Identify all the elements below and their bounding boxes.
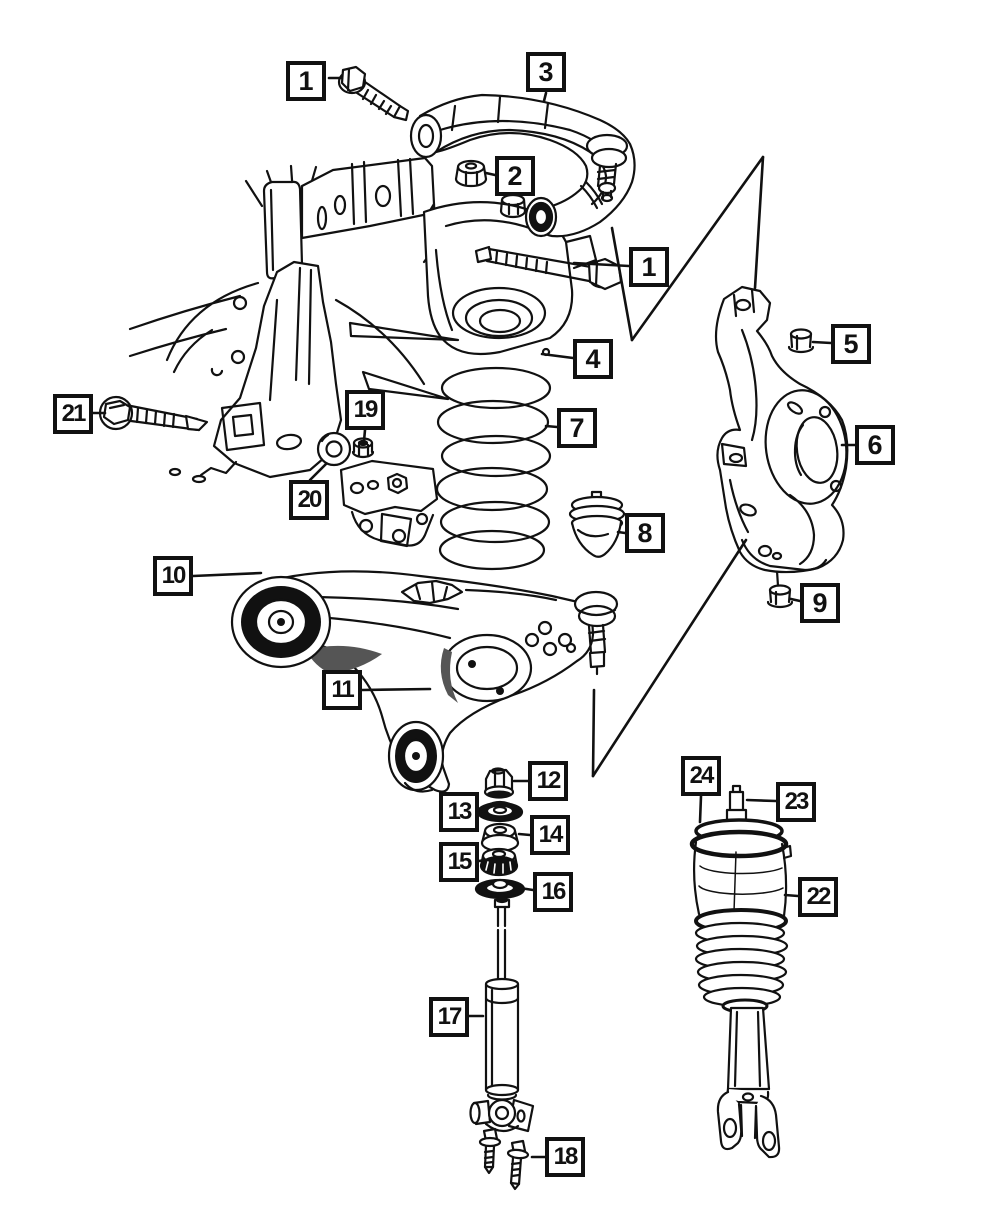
- callout-12[interactable]: 12: [528, 761, 568, 801]
- leader-line: [593, 690, 594, 776]
- bushing-grommet-drawing: [318, 433, 350, 465]
- strut-mount-stack-drawing: [476, 769, 524, 927]
- leader-line: [593, 540, 746, 776]
- leader-line: [193, 573, 261, 576]
- leader-line: [519, 834, 530, 835]
- coil-spring-drawing: [437, 368, 550, 569]
- callout-15[interactable]: 15: [439, 842, 479, 882]
- leader-line: [747, 800, 776, 801]
- callout-13[interactable]: 13: [439, 792, 479, 832]
- shock-absorber-drawing: [471, 930, 534, 1131]
- callout-14[interactable]: 14: [530, 815, 570, 855]
- callout-10[interactable]: 10: [153, 556, 193, 596]
- callout-6[interactable]: 6: [855, 425, 895, 465]
- leader-line: [486, 173, 495, 175]
- leader-line: [700, 796, 701, 822]
- leader-line: [479, 811, 484, 812]
- callout-18[interactable]: 18: [545, 1137, 585, 1177]
- callout-4[interactable]: 4: [573, 339, 613, 379]
- cap-nut-knuckle-top-drawing: [789, 330, 813, 353]
- callout-1[interactable]: 1: [286, 61, 326, 101]
- callout-20[interactable]: 20: [289, 480, 329, 520]
- air-spring-strut-drawing: [692, 786, 791, 1157]
- callout-1[interactable]: 1: [629, 247, 669, 287]
- leader-line: [479, 860, 485, 861]
- callout-16[interactable]: 16: [533, 872, 573, 912]
- jounce-bumper-drawing: [570, 492, 624, 557]
- leader-line: [755, 157, 763, 288]
- callout-9[interactable]: 9: [800, 583, 840, 623]
- callout-8[interactable]: 8: [625, 513, 665, 553]
- leader-line: [791, 599, 800, 601]
- callout-3[interactable]: 3: [526, 52, 566, 92]
- lower-control-arm-drawing: [232, 571, 617, 791]
- callout-11[interactable]: 11: [322, 670, 362, 710]
- callout-7[interactable]: 7: [557, 408, 597, 448]
- leader-line: [362, 689, 430, 690]
- callout-22[interactable]: 22: [798, 877, 838, 917]
- callout-2[interactable]: 2: [495, 156, 535, 196]
- callout-21[interactable]: 21: [53, 394, 93, 434]
- callout-24[interactable]: 24: [681, 756, 721, 796]
- callout-17[interactable]: 17: [429, 997, 469, 1037]
- shock-mount-bolts-drawing: [480, 1129, 528, 1189]
- bolt-upper-arm-front-drawing: [339, 67, 408, 120]
- bolt-lower-arm-drawing: [100, 397, 207, 430]
- callout-5[interactable]: 5: [831, 324, 871, 364]
- leader-line: [546, 426, 557, 427]
- leader-line: [544, 93, 546, 101]
- leader-line: [813, 342, 831, 343]
- leader-line: [364, 430, 365, 441]
- callout-19[interactable]: 19: [345, 390, 385, 430]
- callout-23[interactable]: 23: [776, 782, 816, 822]
- leader-line: [618, 532, 625, 533]
- leader-line: [785, 895, 798, 896]
